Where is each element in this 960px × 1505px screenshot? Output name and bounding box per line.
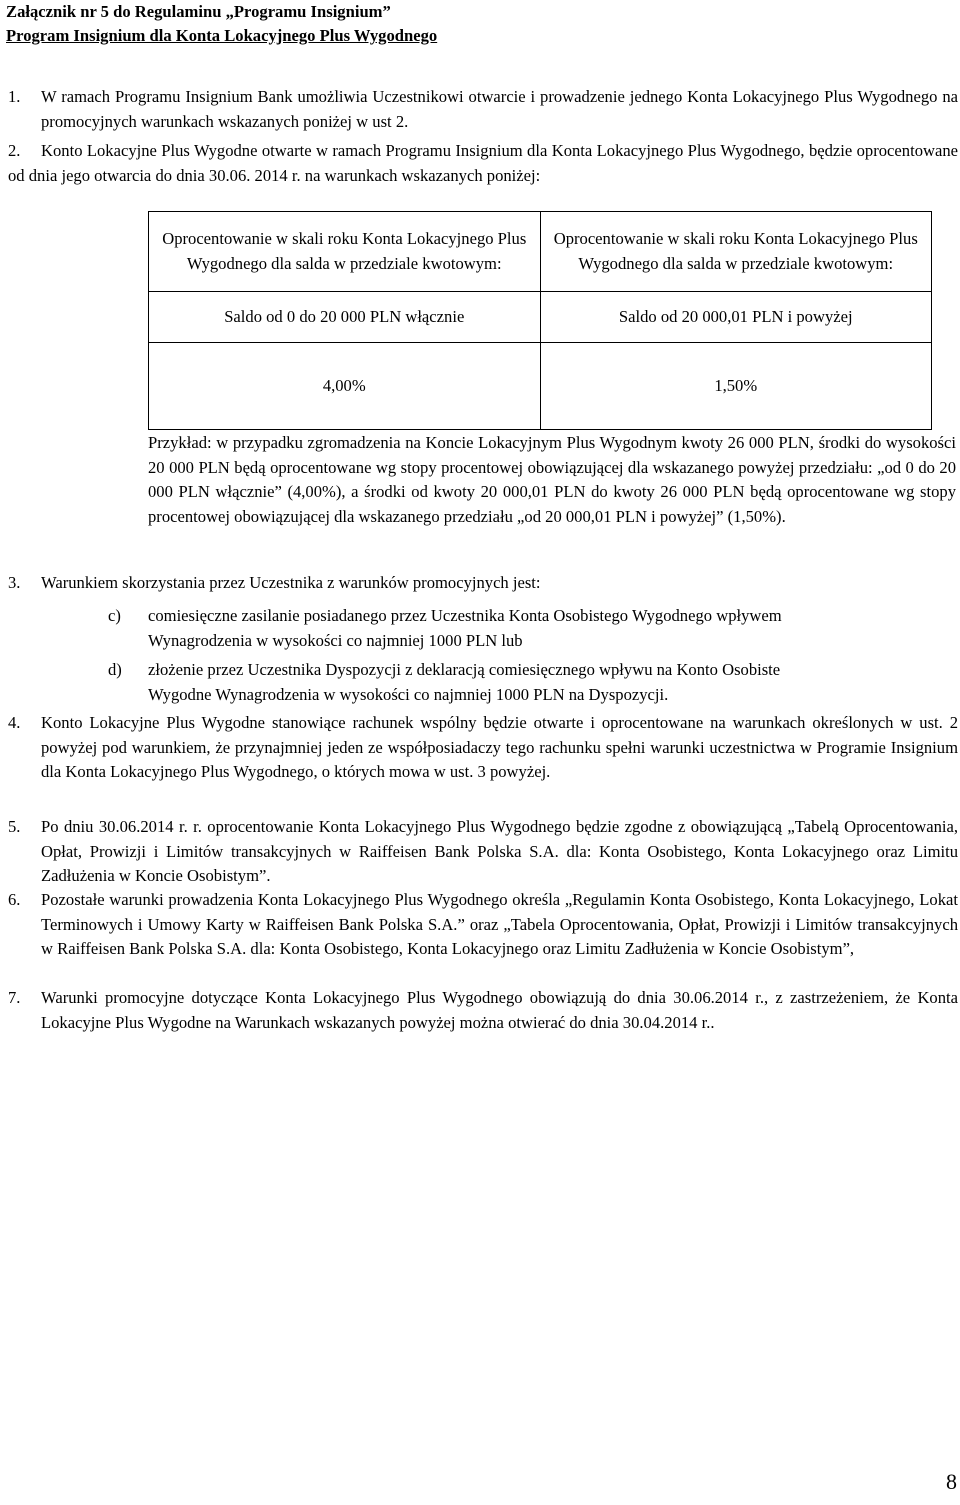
annex-title: Załącznik nr 5 do Regulaminu „Programu Insignium” [6, 2, 391, 21]
paragraph-4 [8, 711, 958, 785]
paragraph-number: 4. [8, 713, 21, 732]
condition-label: c) [108, 606, 121, 625]
paragraph-text: Warunkiem skorzystania przez Uczestnika z warunków promocyjnych jest: [41, 573, 541, 592]
paragraph-text: Konto Lokacyjne Plus Wygodne otwarte w ramach Programu Insignium dla Konta Lokacyjnego Plus Wygodnego, będzie oprocentowane od dnia jego otwarcia do dnia 30.06. 2014 r. na warunkach wskazanych poniżej: [8, 141, 958, 185]
paragraph-number: 6. [8, 890, 21, 909]
condition-line: złożenie przez Uczestnika Dyspozycji z deklaracją comiesięcznego wpływu na Konto Osobiste [148, 660, 781, 679]
rate-header-left: Oprocentowanie w skali roku Konta Lokacyjnego Plus Wygodnego dla salda w przedziale kwotowym: [149, 212, 541, 292]
example-paragraph: Przykład: w przypadku zgromadzenia na Koncie Lokacyjnym Plus Wygodnym kwoty 26 000 PLN, środki do wysokości 20 000 PLN będą oprocentowane wg stopy procentowej obowiązującej dla wskazanego powyżej przedziału: „od 0 do 20 000 PLN włącznie” (4,00%), a środki od kwoty 20 000,01 PLN do kwoty 26 000 PLN będą oprocentowane wg stopy procentowej obowiązującej dla wskazanego przedziału „od 20 000,01 PLN i powyżej” (1,50%). [148, 433, 956, 526]
paragraph-7 [8, 986, 958, 1035]
paragraph-3 [8, 571, 958, 596]
condition-label: d) [108, 660, 122, 679]
paragraph-1 [8, 85, 958, 134]
paragraph-number: 7. [8, 988, 21, 1007]
paragraph-number: 2. [8, 141, 21, 160]
interest-rate-table [148, 211, 932, 430]
condition-line: comiesięczne zasilanie posiadanego przez Uczestnika Konta Osobistego Wygodnego wpływem [148, 606, 782, 625]
rate-header-right: Oprocentowanie w skali roku Konta Lokacyjnego Plus Wygodnego dla salda w przedziale kwotowym: [540, 212, 932, 292]
paragraph-text: Warunki promocyjne dotyczące Konta Lokacyjnego Plus Wygodnego obowiązują do dnia 30.06.2014 r., z zastrzeżeniem, że Konta Lokacyjne Plus Wygodne na Warunkach wskazanych powyżej można otwierać do dnia 30.04.2014 r.. [41, 988, 958, 1032]
rate-value-left: 4,00% [149, 343, 541, 430]
balance-range-left: Saldo od 0 do 20 000 PLN włącznie [149, 292, 541, 343]
paragraph-6 [8, 888, 958, 962]
program-title: Program Insignium dla Konta Lokacyjnego Plus Wygodnego [6, 26, 438, 45]
condition-line: Wygodne Wynagrodzenia w wysokości co najmniej 1000 PLN na Dyspozycji. [148, 684, 669, 704]
paragraph-text: W ramach Programu Insignium Bank umożliwia Uczestnikowi otwarcie i prowadzenie jednego Konta Lokacyjnego Plus Wygodnego na promocyjnych warunkach wskazanych poniżej w ust 2. [41, 87, 958, 131]
condition-c [108, 604, 958, 653]
paragraph-text: Po dniu 30.06.2014 r. r. oprocentowanie Konta Lokacyjnego Plus Wygodnego będzie zgodne z obowiązującą „Tabelą Oprocentowania, Opłat, Prowizji i Limitów transakcyjnych w Raiffeisen Bank Polska S.A. dla: Konta Osobistego, Konta Lokacyjnego oraz Limitu Zadłużenia w Koncie Osobistym”. [41, 817, 958, 885]
page-number: 8 [946, 1469, 957, 1494]
paragraph-text: Pozostałe warunki prowadzenia Konta Lokacyjnego Plus Wygodnego określa „Regulamin Konta Osobistego, Konta Lokacyjnego, Lokat Terminowych i Umowy Karty w Raiffeisen Bank Polska S.A.” oraz „Tabela Oprocentowania, Opłat, Prowizji i Limitów transakcyjnych w Raiffeisen Bank Polska S.A. dla: Konta Osobistego, Konta Lokacyjnego oraz Limitu Zadłużenia w Koncie Osobistym”, [41, 890, 958, 958]
paragraph-number: 5. [8, 817, 21, 836]
paragraph-text: Konto Lokacyjne Plus Wygodne stanowiące rachunek wspólny będzie otwarte i oprocentowane na warunkach określonych w ust. 2 powyżej pod warunkiem, że przynajmniej jeden ze współposiadaczy tego rachunku spełni warunki uczestnictwa w Programie Insignium dla Konta Lokacyjnego Plus Wygodnego, o których mowa w ust. 3 powyżej. [41, 713, 958, 781]
condition-d [108, 658, 958, 707]
paragraph-5 [8, 815, 958, 889]
paragraph-number: 3. [8, 573, 21, 592]
paragraph-2 [8, 139, 958, 188]
rate-value-right: 1,50% [540, 343, 932, 430]
condition-line: Wynagrodzenia w wysokości co najmniej 1000 PLN lub [148, 630, 523, 650]
balance-range-right: Saldo od 20 000,01 PLN i powyżej [540, 292, 932, 343]
paragraph-number: 1. [8, 87, 21, 106]
